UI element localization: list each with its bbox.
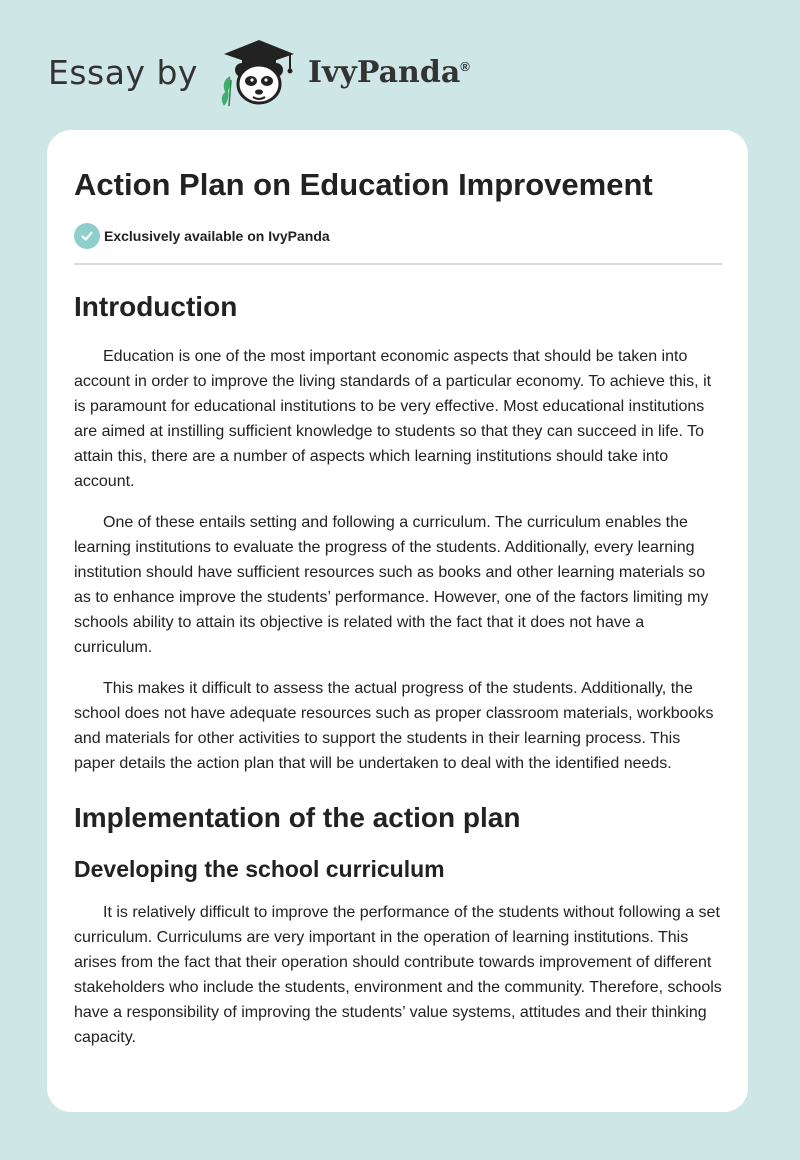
ivypanda-logo-icon — [214, 36, 304, 108]
brand-name: IvyPanda® — [307, 54, 470, 90]
brand-header[interactable] — [48, 36, 470, 108]
paragraph: Education is one of the most important economic aspects that should be taken into account in order to improve the living standards of a particular economy. To achieve this, it is paramount for educational institutions to be very effective. Most educational institutions are aimed at instilling sufficient knowledge to students so that they can succeed in life. To attain this, there are a number of aspects which learning institutions should take into account. — [74, 348, 712, 490]
brand-prefix: Essay by — [48, 52, 198, 92]
section-heading-implementation: Implementation of the action plan — [74, 802, 521, 833]
section-heading-introduction: Introduction — [74, 291, 238, 322]
paragraph: One of these entails setting and following a curriculum. The curriculum enables the learning institutions to evaluate the progress of the students. Additionally, every learning institution should have sufficient resources such as books and other learning materials so as to enhance improve the students’ performance. However, one of the factors limiting my schools ability to attain its objective is related with the fact that it does not have a curriculum. — [74, 514, 709, 656]
divider — [74, 263, 722, 265]
exclusive-label: Exclusively available on IvyPanda — [104, 228, 330, 244]
essay-card — [47, 130, 748, 1112]
check-icon — [74, 223, 100, 249]
paragraph: It is relatively difficult to improve the performance of the students without following a set curriculum. Curriculums are very important in the operation of learning institutions. This arises from the fact that their operation should contribute towards improvement of different stakeholders who include the students, environment and the community. Therefore, schools have a responsibility of improving the students’ value systems, attitudes and their thinking capacity. — [74, 904, 722, 1046]
registered-mark: ® — [460, 58, 470, 74]
exclusive-badge — [74, 223, 722, 249]
subsection-heading-curriculum: Developing the school curriculum — [74, 856, 445, 882]
essay-title: Action Plan on Education Improvement — [74, 167, 653, 202]
paragraph: This makes it difficult to assess the actual progress of the students. Additionally, the school does not have adequate resources such as proper classroom materials, workbooks and materials for other activities to support the students in their learning process. This paper details the action plan that will be undertaken to deal with the identified needs. — [74, 680, 714, 772]
